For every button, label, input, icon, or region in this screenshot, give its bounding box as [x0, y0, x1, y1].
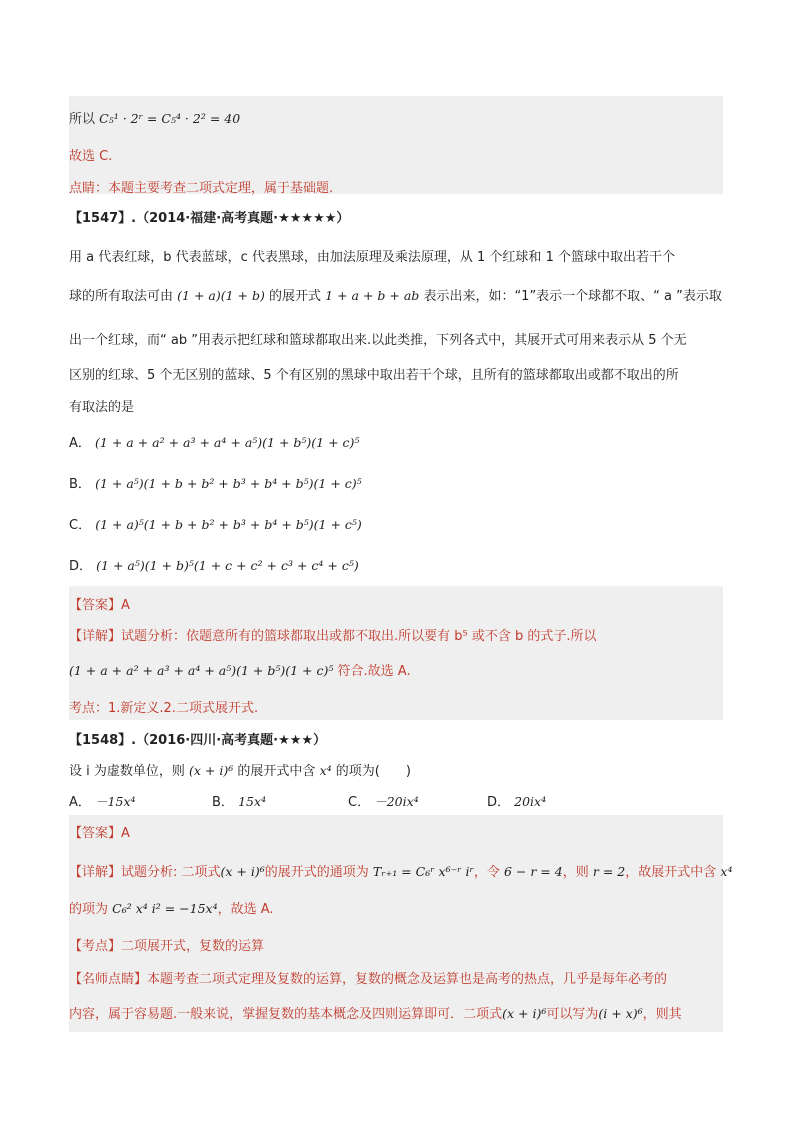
option-text: (1 + a)⁵(1 + b + b² + b³ + b⁴ + b⁵)(1 + c⁵) [95, 517, 362, 532]
q1547-stem-line4: 区别的红球、5 个无区别的蓝球、5 个有区别的黑球中取出若干个球，且所有的篮球都取出或都不取出的所 [69, 368, 679, 383]
detail-text: 的展开式的通项为 [264, 865, 369, 880]
teacher-text: 可以写为 [546, 1007, 599, 1022]
q1547-stem-line2-math2: 1 + a + b + ab [325, 288, 420, 303]
detail-text: ，则 [562, 865, 589, 880]
q1548-stem-b: 的展开式中含 [237, 764, 316, 779]
q1547-stem-line5: 有取法的是 [69, 400, 135, 415]
option-label: D． [487, 795, 511, 810]
option-label: A． [69, 436, 91, 451]
option-text: －15x⁴ [95, 794, 136, 809]
q1547-detail-line2 [69, 660, 411, 679]
q1547-answer-line [69, 594, 130, 613]
q1548-teacher-line1 [69, 968, 667, 987]
teacher-math: (i + x)⁶ [598, 1006, 643, 1021]
option-text: 20ix⁴ [514, 794, 547, 809]
q1547-stem-line2-a: 球的所有取法可由 [69, 289, 174, 304]
prev-comment: 点睛：本题主要考查二项式定理，属于基础题. [69, 181, 334, 196]
q1547-stem-line3: 出一个红球，而“ ab ”用表示把红球和篮球都取出来.以此类推，下列各式中，其展开式可用来表示从 5 个无 [69, 333, 687, 348]
answer-tag: 【答案】 [69, 598, 122, 613]
prev-result-prefix: 所以 [69, 112, 96, 127]
q1548-option-d[interactable] [487, 791, 546, 810]
teacher-math: (x + i)⁶ [502, 1006, 547, 1021]
q1548-solution-block [69, 815, 723, 1032]
q1548-header: 【1548】.（2016·四川·高考真题·★★★） [69, 733, 327, 748]
q1548-stem-math: (x + i)⁶ [189, 763, 234, 778]
answer-value: A [121, 826, 130, 841]
detail-math: (1 + a + a² + a³ + a⁴ + a⁵)(1 + b⁵)(1 + c)⁵ [69, 663, 334, 678]
q1547-option-c[interactable] [69, 514, 362, 533]
detail-math: C₆² x⁴ i² = −15x⁴ [112, 901, 218, 916]
option-label: D． [69, 559, 93, 574]
q1548-stem [69, 760, 411, 779]
detail-tag: 【详解】 [69, 629, 122, 644]
detail-math: Tᵣ₊₁ = C₆ʳ x⁶⁻ʳ iʳ [372, 864, 474, 879]
option-label: B． [212, 795, 234, 810]
prev-result-math: C₅¹ · 2ʳ = C₅⁴ · 2² = 40 [99, 111, 241, 126]
q1548-option-a[interactable] [69, 791, 136, 810]
option-text: (1 + a⁵)(1 + b + b² + b³ + b⁴ + b⁵)(1 + c)⁵ [95, 476, 362, 491]
q1548-stem-c: 的项为( ) [335, 764, 411, 779]
option-text: 15x⁴ [238, 794, 267, 809]
teacher-tag: 【名师点睛】 [69, 972, 148, 987]
keypoint-tag: 【考点】 [69, 939, 122, 954]
q1547-stem-line2-math1: (1 + a)(1 + b) [177, 288, 265, 303]
option-text: (1 + a⁵)(1 + b)⁵(1 + c + c² + c³ + c⁴ + c⁵) [96, 558, 359, 573]
detail-math: 6 − r = 4 [503, 864, 563, 879]
q1547-header: 【1547】.（2014·福建·高考真题·★★★★★） [69, 211, 350, 226]
option-label: C． [348, 795, 371, 810]
q1547-stem-line2 [69, 285, 722, 304]
detail-text: 符合.故选 A. [337, 664, 411, 679]
q1547-option-b[interactable] [69, 473, 362, 492]
q1548-keypoint [69, 935, 264, 954]
q1547-stem-line2-b: 的展开式 [269, 289, 322, 304]
q1548-answer-line [69, 822, 130, 841]
detail-tag: 【详解】 [69, 865, 122, 880]
detail-text: 的项为 [69, 902, 109, 917]
prev-result-line [69, 108, 240, 127]
q1547-point: 考点：1.新定义.2.二项式展开式. [69, 701, 259, 716]
teacher-text: 内容，属于容易题.一般来说，掌握复数的基本概念及四则运算即可．二项式 [69, 1007, 503, 1022]
detail-text: 试题分析：依题意所有的篮球都取出或都不取出.所以要有 b⁵ 或不含 b 的式子.所以 [121, 629, 597, 644]
teacher-text: 本题考查二项式定理及复数的运算，复数的概念及运算也是高考的热点，几乎是每年必考的 [147, 972, 668, 987]
q1548-detail-line2 [69, 898, 274, 917]
q1548-teacher-line2 [69, 1003, 682, 1022]
q1547-stem-line2-c: 表示出来，如：“1”表示一个球都不取、“ a ”表示取 [423, 289, 722, 304]
q1547-detail-line1 [69, 625, 597, 644]
q1548-option-b[interactable] [212, 791, 266, 810]
q1548-stem-a: 设 i 为虚数单位，则 [69, 764, 185, 779]
keypoint-text: 二项展开式，复数的运算 [121, 939, 265, 954]
option-text: －20ix⁴ [374, 794, 419, 809]
detail-math: (x + i)⁶ [220, 864, 265, 879]
teacher-text: ，则其 [642, 1007, 682, 1022]
option-label: B． [69, 477, 91, 492]
detail-math: r = 2 [592, 864, 626, 879]
detail-text: 试题分析: 二项式 [121, 865, 221, 880]
detail-text: ，故展开式中含 [625, 865, 717, 880]
q1547-stem-line1: 用 a 代表红球，b 代表蓝球，c 代表黑球，由加法原理及乘法原理，从 1 个红球和 1 个篮球中取出若干个 [69, 250, 675, 265]
detail-text: ，令 [473, 865, 500, 880]
detail-math: x⁴ [720, 864, 733, 879]
answer-tag: 【答案】 [69, 826, 122, 841]
q1548-option-c[interactable] [348, 791, 419, 810]
option-label: A． [69, 795, 91, 810]
option-text: (1 + a + a² + a³ + a⁴ + a⁵)(1 + b⁵)(1 + c)⁵ [95, 435, 360, 450]
q1548-detail-line1 [69, 861, 732, 880]
q1547-option-d[interactable] [69, 555, 359, 574]
option-label: C． [69, 518, 92, 533]
q1548-stem-math2: x⁴ [319, 763, 332, 778]
detail-text: ，故选 A. [217, 902, 274, 917]
q1547-option-a[interactable] [69, 432, 359, 451]
prev-choice: 故选 C. [69, 149, 113, 164]
answer-value: A [121, 598, 130, 613]
